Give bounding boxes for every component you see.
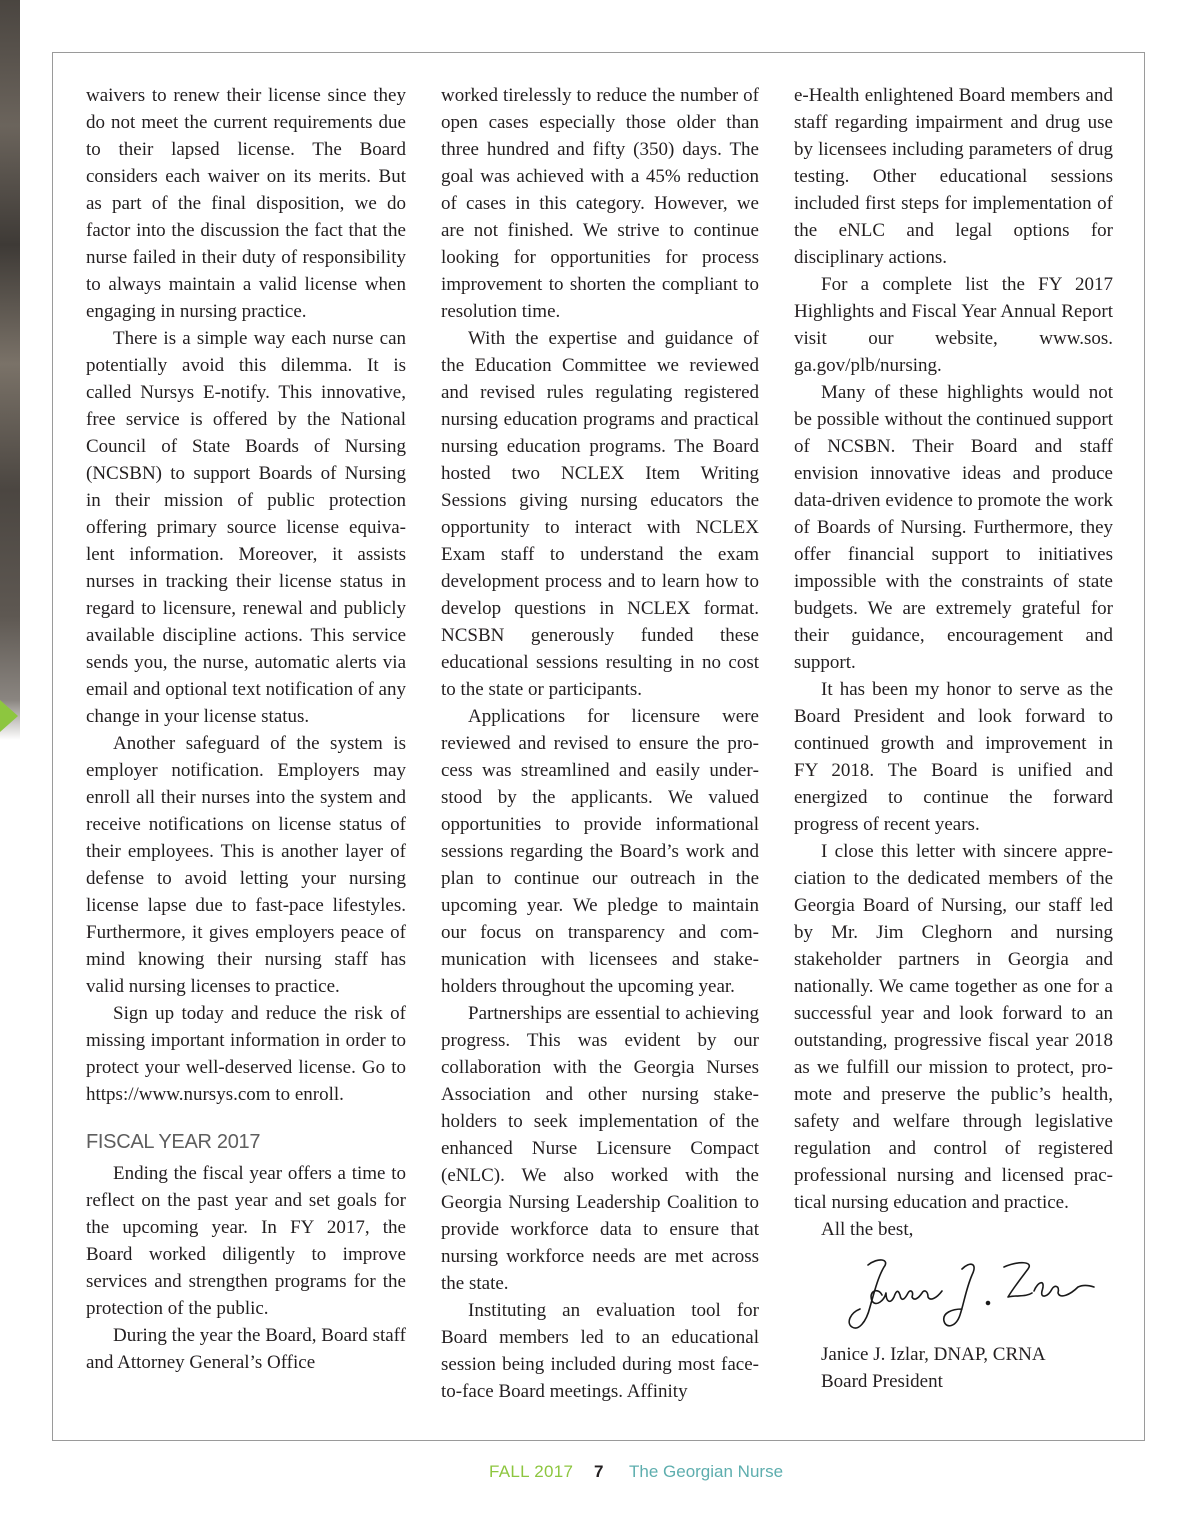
paragraph: Many of these highlights would not be possible without the continued support of NCSBN. Their Board and staff envision innovative ideas and produce data-driven evidence to promote the work of Boards of Nursing. Furthermore, they offer financial support to initiatives impossible with the constraints of state budgets. We are extremely grateful for their guidance, encouragement and support. xyxy=(794,382,1113,673)
column-3 xyxy=(794,82,1113,1395)
column-1 xyxy=(86,82,406,1376)
paragraph: waivers to renew their license since they do not meet the current requirements due to their lapsed license. The Board considers each waiver on its merits. But as part of the final disposition, we do factor into the discussion the fact that the nurse failed in their duty of responsibility to always maintain a valid license when engaging in nursing practice. xyxy=(86,85,406,322)
paragraph: Sign up today and reduce the risk of missing important information in order to protect your well-deserved license. Go to https://www.nursys.com to enroll. xyxy=(86,1003,406,1105)
paragraph: Ending the fiscal year offers a time to reflect on the past year and set goals for the upcoming year. In FY 2017, the Board worked diligently to improve services and strengthen programs for the protection of the public. xyxy=(86,1163,406,1319)
paragraph: It has been my honor to serve as the Board President and look forward to continued growth and improvement in FY 2018. The Board is unified and energized to continue the forward progress of recent years. xyxy=(794,679,1113,835)
paragraph: There is a simple way each nurse can potentially avoid this dilemma. It is called Nursys E-notify. This innovative, free service is offered by the National Council of State Boards of Nursing (NCSBN) to support Boards of Nursing in their mission of public protection offering primary source license equivalent information. Moreover, it assists nurses in tracking their license status in regard to licensure, renewal and publicly available discipline actions. This service sends you, the nurse, automatic alerts via email and optional text notification of any change in your license status. xyxy=(86,328,406,727)
footer-issue: FALL 2017 xyxy=(489,1462,574,1481)
signature-text: Janice J. Izlar xyxy=(838,1251,844,1252)
section-heading: FISCAL YEAR 2017 xyxy=(86,1131,261,1153)
paragraph: Another safeguard of the system is employer notification. Employers may enroll all their nurses into the system and receive notifications on license status of their employees. This is another layer of defense to avoid letting your nursing license lapse due to fast-pace lifestyles. Furthermore, it gives employers peace of mind knowing their nursing staff has valid nursing licenses to practice. xyxy=(86,733,406,997)
paragraph: Instituting an evaluation tool for Board members led to an educational session being included during most face-to-face Board meetings. Affinity xyxy=(441,1300,759,1402)
footer-page-number: 7 xyxy=(594,1462,604,1481)
page-footer xyxy=(0,1462,1200,1486)
closing-line: All the best, xyxy=(821,1219,914,1240)
stone-border-image xyxy=(0,0,20,700)
signature-image xyxy=(838,1251,1098,1335)
paragraph: I close this letter with sincere appreciation to the dedicated members of the Georgia Board of Nursing, our staff led by Mr. Jim Cleghorn and nursing stakeholder partners in Georgia and nationally. We came together as one for a successful year and look forward to an outstanding, progressive fiscal year 2018 as we fulfill our mission to protect, promote and preserve the public’s health, safety and welfare through legislative regulation and control of registered professional nursing and licensed practical nursing education and practice. xyxy=(794,841,1113,1213)
page-marker-triangle xyxy=(0,700,18,732)
footer-publication: The Georgian Nurse xyxy=(629,1462,784,1481)
paragraph: Applications for licensure were reviewed and revised to ensure the process was streamlined and easily understood by the applicants. We valued opportunities to provide informational sessions regarding the Board’s work and plan to continue our outreach in the upcoming year. We pledge to maintain our focus on transparency and communication with licensees and stakeholders throughout the upcoming year. xyxy=(441,706,759,997)
paragraph: worked tirelessly to reduce the number of open cases especially those older than three hundred and fifty (350) days. The goal was achieved with a 45% reduction of cases in this category. However, we are not finished. We strive to continue looking for opportunities for process improvement to shorten the compliant to resolution time. xyxy=(441,85,759,322)
paragraph: During the year the Board, Board staff and Attorney General’s Office xyxy=(86,1325,406,1373)
signer-name: Janice J. Izlar, DNAP, CRNA xyxy=(821,1344,1046,1365)
paragraph: Partnerships are essential to achieving progress. This was evident by our collaboration with the Georgia Nurses Association and other nursing stakeholders to seek implementation of the enhanced Nurse Licensure Compact (eNLC). We also worked with the Georgia Nursing Leadership Coalition to provide workforce data to ensure that nursing workforce needs are met across the state. xyxy=(441,1003,759,1294)
column-2 xyxy=(441,82,759,1405)
paragraph: With the expertise and guidance of the Education Committee we reviewed and revised rules regulating registered nursing education programs and practical nursing education programs. The Board hosted two NCLEX Item Writing Sessions giving nursing educators the opportunity to interact with NCLEX Exam staff to understand the exam development process and to learn how to develop questions in NCLEX format. NCSBN generously funded these educational sessions resulting in no cost to the state or participants. xyxy=(441,328,759,700)
signer-title: Board President xyxy=(821,1371,943,1392)
paragraph: For a complete list the FY 2017 Highlights and Fiscal Year Annual Report visit our website, www.sos. ga.gov/plb/nursing. xyxy=(794,274,1113,376)
paragraph: e-Health enlightened Board members and staff regarding impairment and drug use by licensees including parameters of drug testing. Other educational sessions included first steps for implementation of the eNLC and legal options for disciplinary actions. xyxy=(794,85,1113,268)
